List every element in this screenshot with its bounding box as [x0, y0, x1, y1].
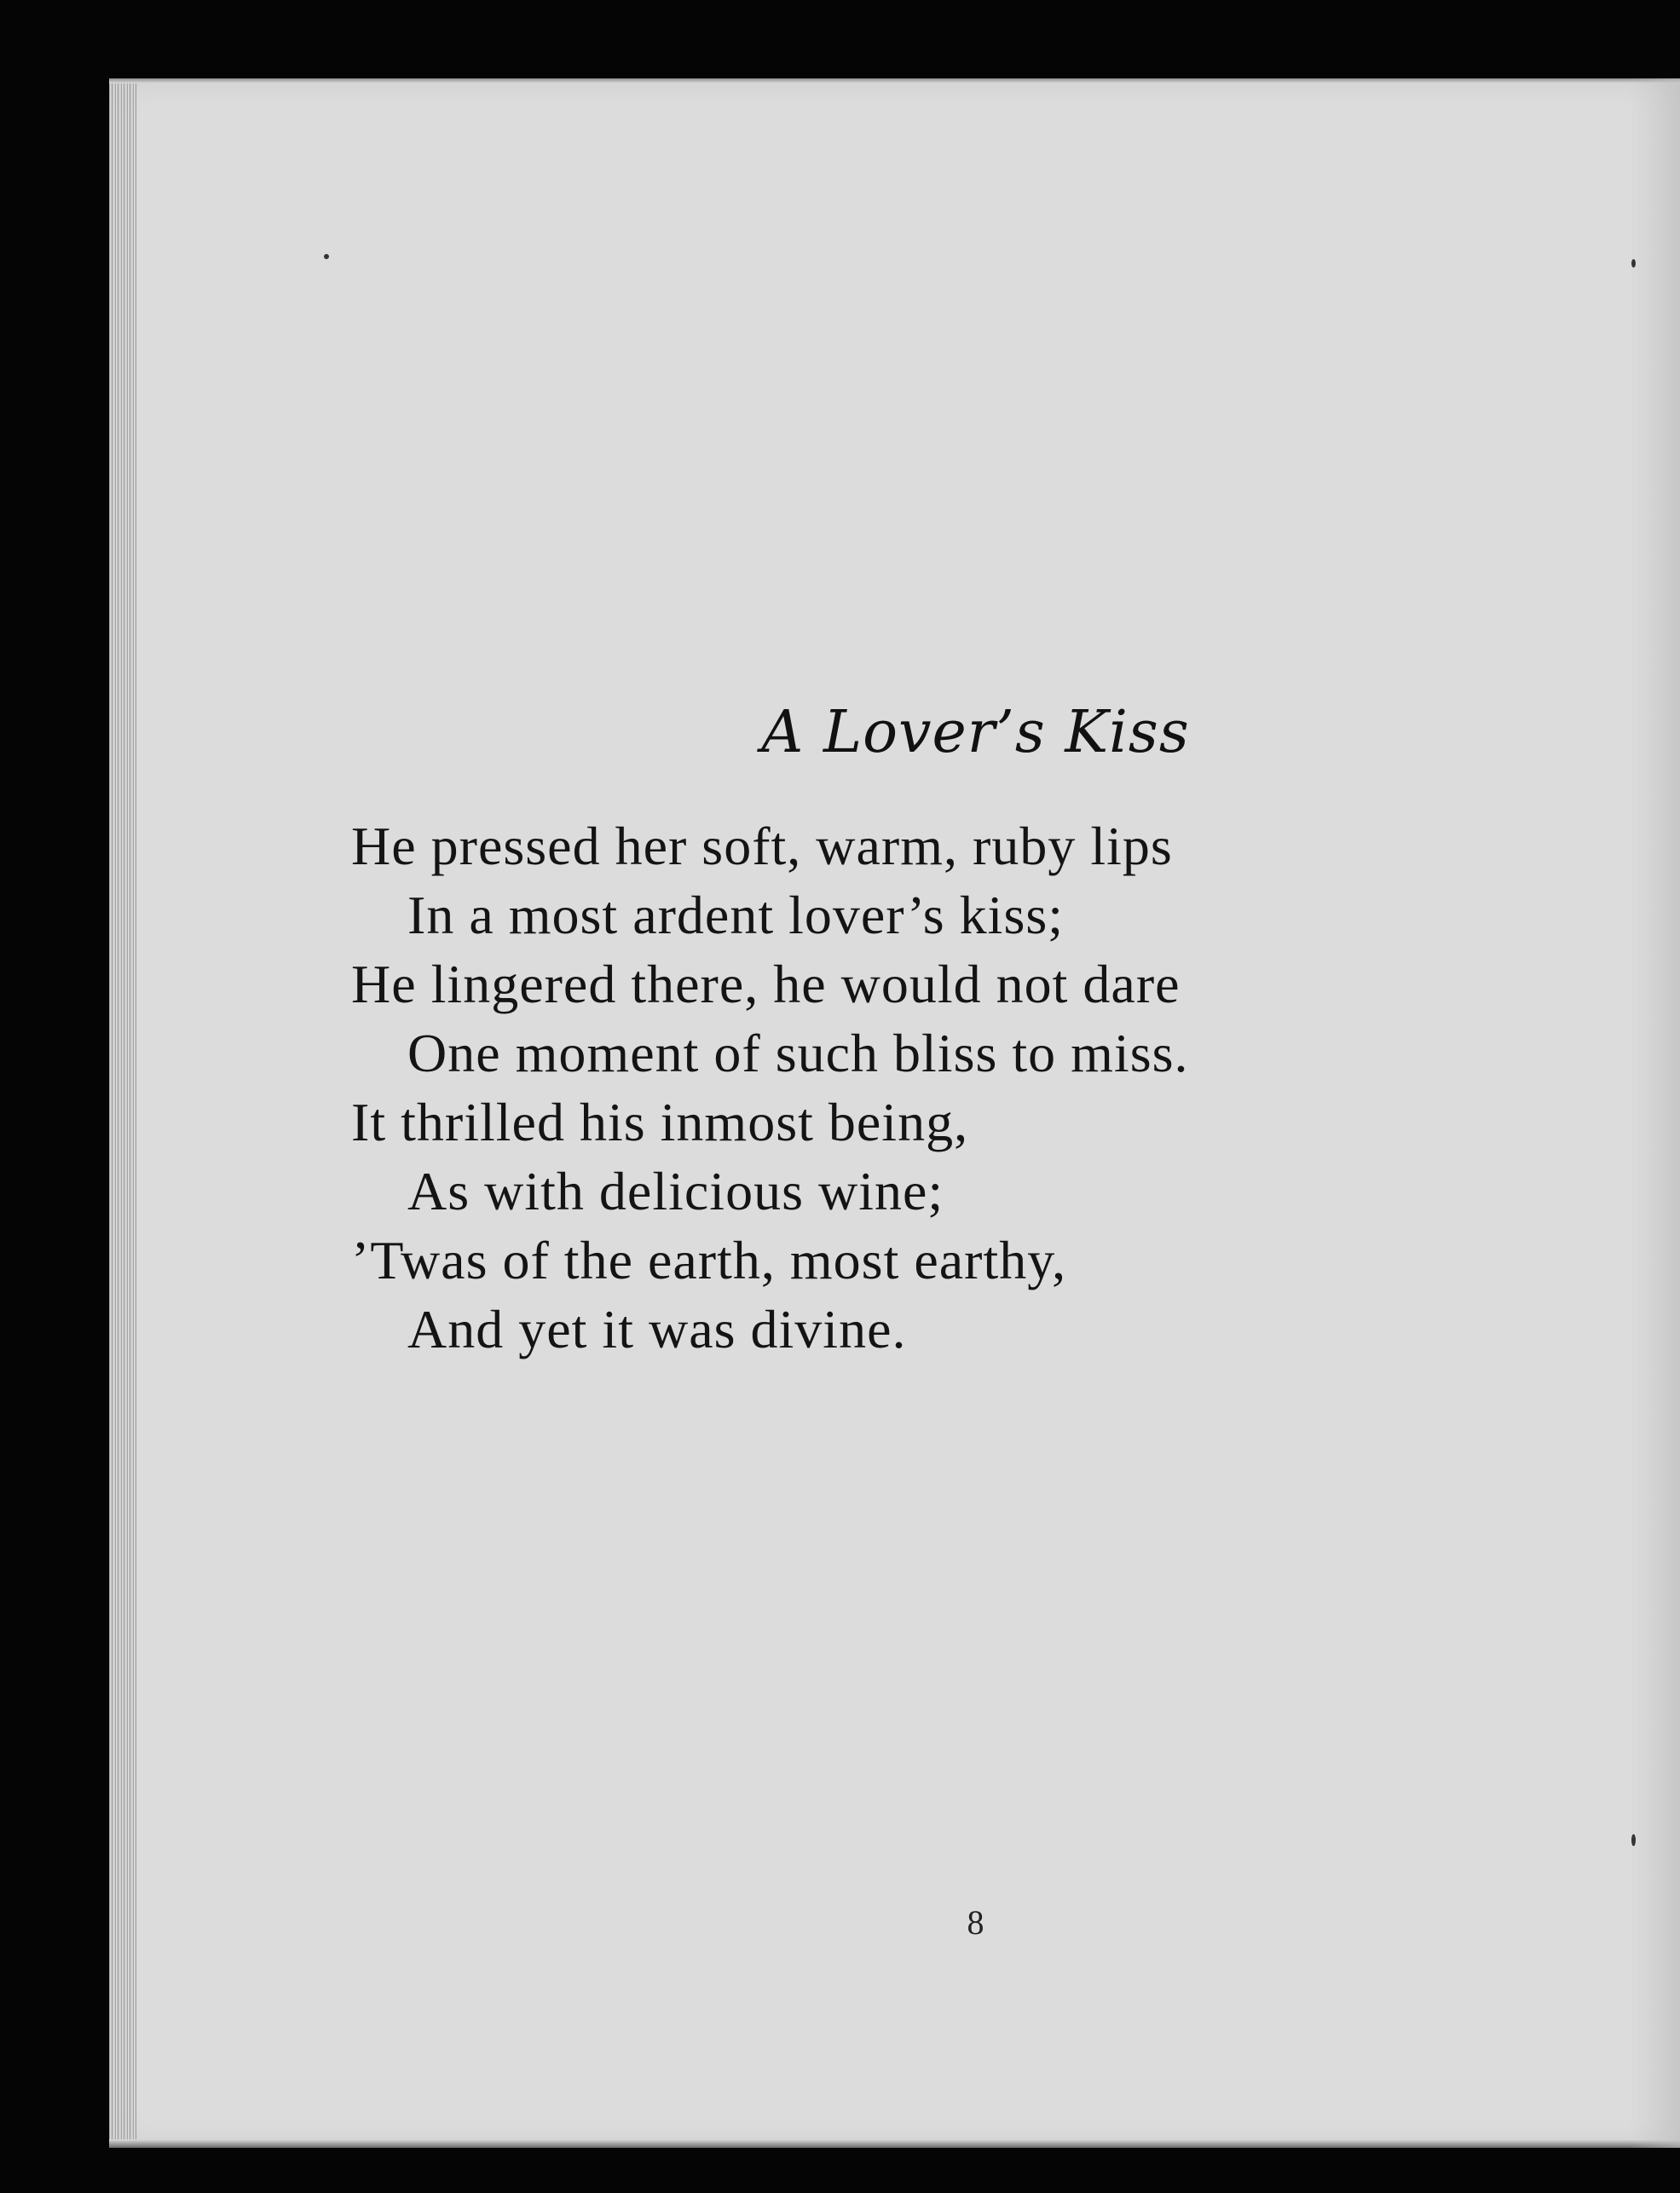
binding-shadow [1629, 78, 1680, 2148]
dust-speck [1631, 1834, 1636, 1846]
page-top-edge [109, 78, 1680, 84]
poem-line: ’Twas of the earth, most earthy, [351, 1230, 1067, 1290]
page-number: 8 [967, 1903, 984, 1942]
poem-line: And yet it was divine. [407, 1299, 907, 1359]
poem-line: He pressed her soft, warm, ruby lips [351, 816, 1173, 876]
poem-line: It thrilled his inmost being, [351, 1092, 969, 1152]
poem-line: As with delicious wine; [407, 1161, 944, 1221]
poem-line: He lingered there, he would not dare [351, 954, 1181, 1014]
dust-speck [324, 254, 329, 259]
page-edges [109, 78, 136, 2148]
poem-line: In a most ardent lover’s kiss; [407, 885, 1065, 945]
poem-title: A Lover’s Kiss [761, 699, 1190, 766]
dust-speck [1631, 259, 1636, 268]
book-page [109, 78, 1680, 2148]
poem-body [351, 811, 1189, 1364]
poem-line: One moment of such bliss to miss. [407, 1023, 1189, 1083]
page-bottom-edge [109, 2139, 1680, 2148]
